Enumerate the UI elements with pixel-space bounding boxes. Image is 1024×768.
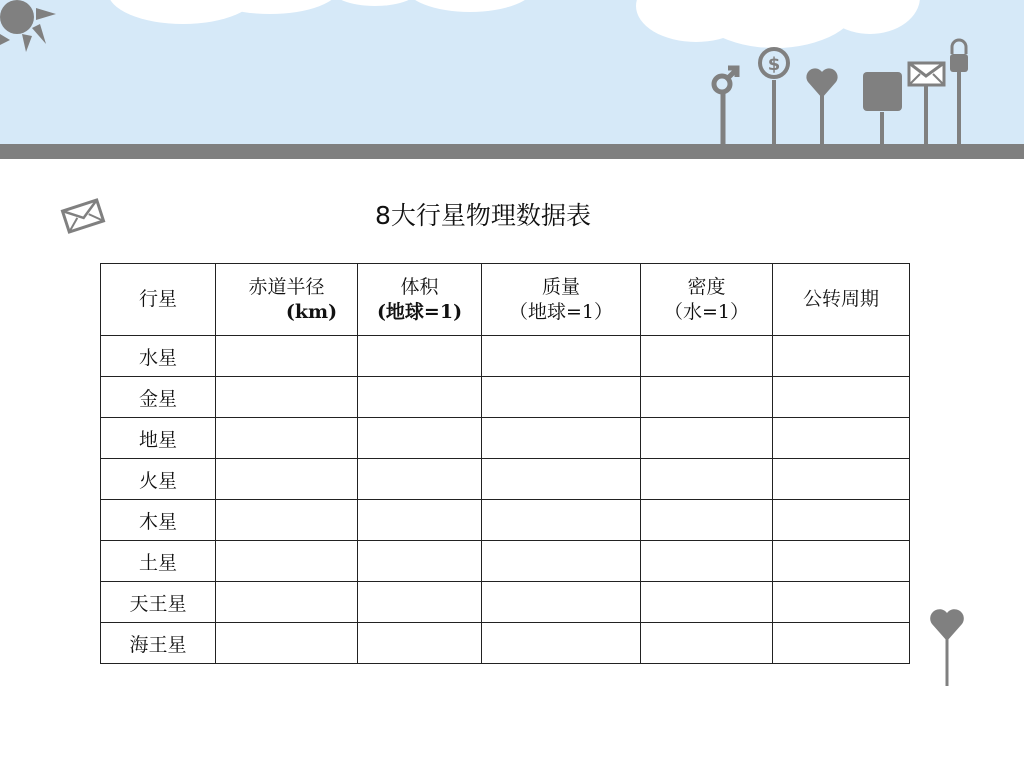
table-row — [101, 582, 910, 623]
male-symbol-icon — [714, 68, 737, 144]
data-cell — [216, 418, 358, 459]
lock-icon — [950, 40, 968, 144]
data-cell — [358, 582, 482, 623]
data-cell — [773, 418, 910, 459]
data-cell — [482, 336, 641, 377]
table-row — [101, 500, 910, 541]
data-cell — [358, 541, 482, 582]
data-cell — [773, 500, 910, 541]
table-row — [101, 541, 910, 582]
data-cell — [358, 500, 482, 541]
data-cell — [773, 336, 910, 377]
table-header-row — [101, 264, 910, 336]
data-cell — [482, 418, 641, 459]
heart-icon — [806, 68, 837, 144]
data-cell — [358, 377, 482, 418]
planet-data-table — [100, 263, 910, 664]
planet-name-cell: 天王星 — [101, 582, 216, 623]
table-row — [101, 336, 910, 377]
planet-name-cell: 火星 — [101, 459, 216, 500]
sun-icon — [0, 0, 56, 52]
data-cell — [641, 418, 773, 459]
planet-name-cell: 水星 — [101, 336, 216, 377]
data-cell — [216, 377, 358, 418]
header-density: 密度 （水=1） — [641, 264, 773, 336]
planet-name-cell: 海王星 — [101, 623, 216, 664]
data-cell — [482, 541, 641, 582]
data-cell — [216, 336, 358, 377]
dollar-icon — [760, 49, 788, 144]
envelope-icon — [909, 63, 944, 144]
planet-name-cell: 木星 — [101, 500, 216, 541]
square-icon — [863, 72, 902, 144]
header-orbital-period: 公转周期 — [773, 264, 910, 336]
table-row — [101, 418, 910, 459]
data-cell — [773, 377, 910, 418]
data-cell — [216, 582, 358, 623]
svg-text:$: $ — [767, 54, 781, 75]
data-cell — [216, 459, 358, 500]
data-cell — [216, 623, 358, 664]
page-title: 8大行星物理数据表 — [375, 201, 591, 230]
data-cell — [358, 336, 482, 377]
data-cell — [482, 500, 641, 541]
data-cell — [482, 582, 641, 623]
data-cell — [482, 623, 641, 664]
data-cell — [773, 623, 910, 664]
data-cell — [482, 459, 641, 500]
data-cell — [641, 336, 773, 377]
data-cell — [641, 500, 773, 541]
data-cell — [216, 541, 358, 582]
data-cell — [773, 541, 910, 582]
data-cell — [641, 582, 773, 623]
planet-name-cell: 地星 — [101, 418, 216, 459]
data-cell — [773, 459, 910, 500]
table-row — [101, 459, 910, 500]
header-planet: 行星 — [101, 264, 216, 336]
data-cell — [773, 582, 910, 623]
table-row — [101, 623, 910, 664]
header-equatorial-radius: 赤道半径 (km) — [216, 264, 358, 336]
data-cell — [358, 418, 482, 459]
header-volume: 体积 (地球=1) — [358, 264, 482, 336]
table-row — [101, 377, 910, 418]
data-cell — [641, 541, 773, 582]
planet-name-cell: 金星 — [101, 377, 216, 418]
data-cell — [358, 623, 482, 664]
data-cell — [641, 459, 773, 500]
heart-icon — [930, 609, 964, 686]
data-cell — [641, 623, 773, 664]
planet-name-cell: 土星 — [101, 541, 216, 582]
data-cell — [216, 500, 358, 541]
header-mass: 质量 （地球=1） — [482, 264, 641, 336]
data-cell — [641, 377, 773, 418]
data-cell — [482, 377, 641, 418]
data-cell — [358, 459, 482, 500]
